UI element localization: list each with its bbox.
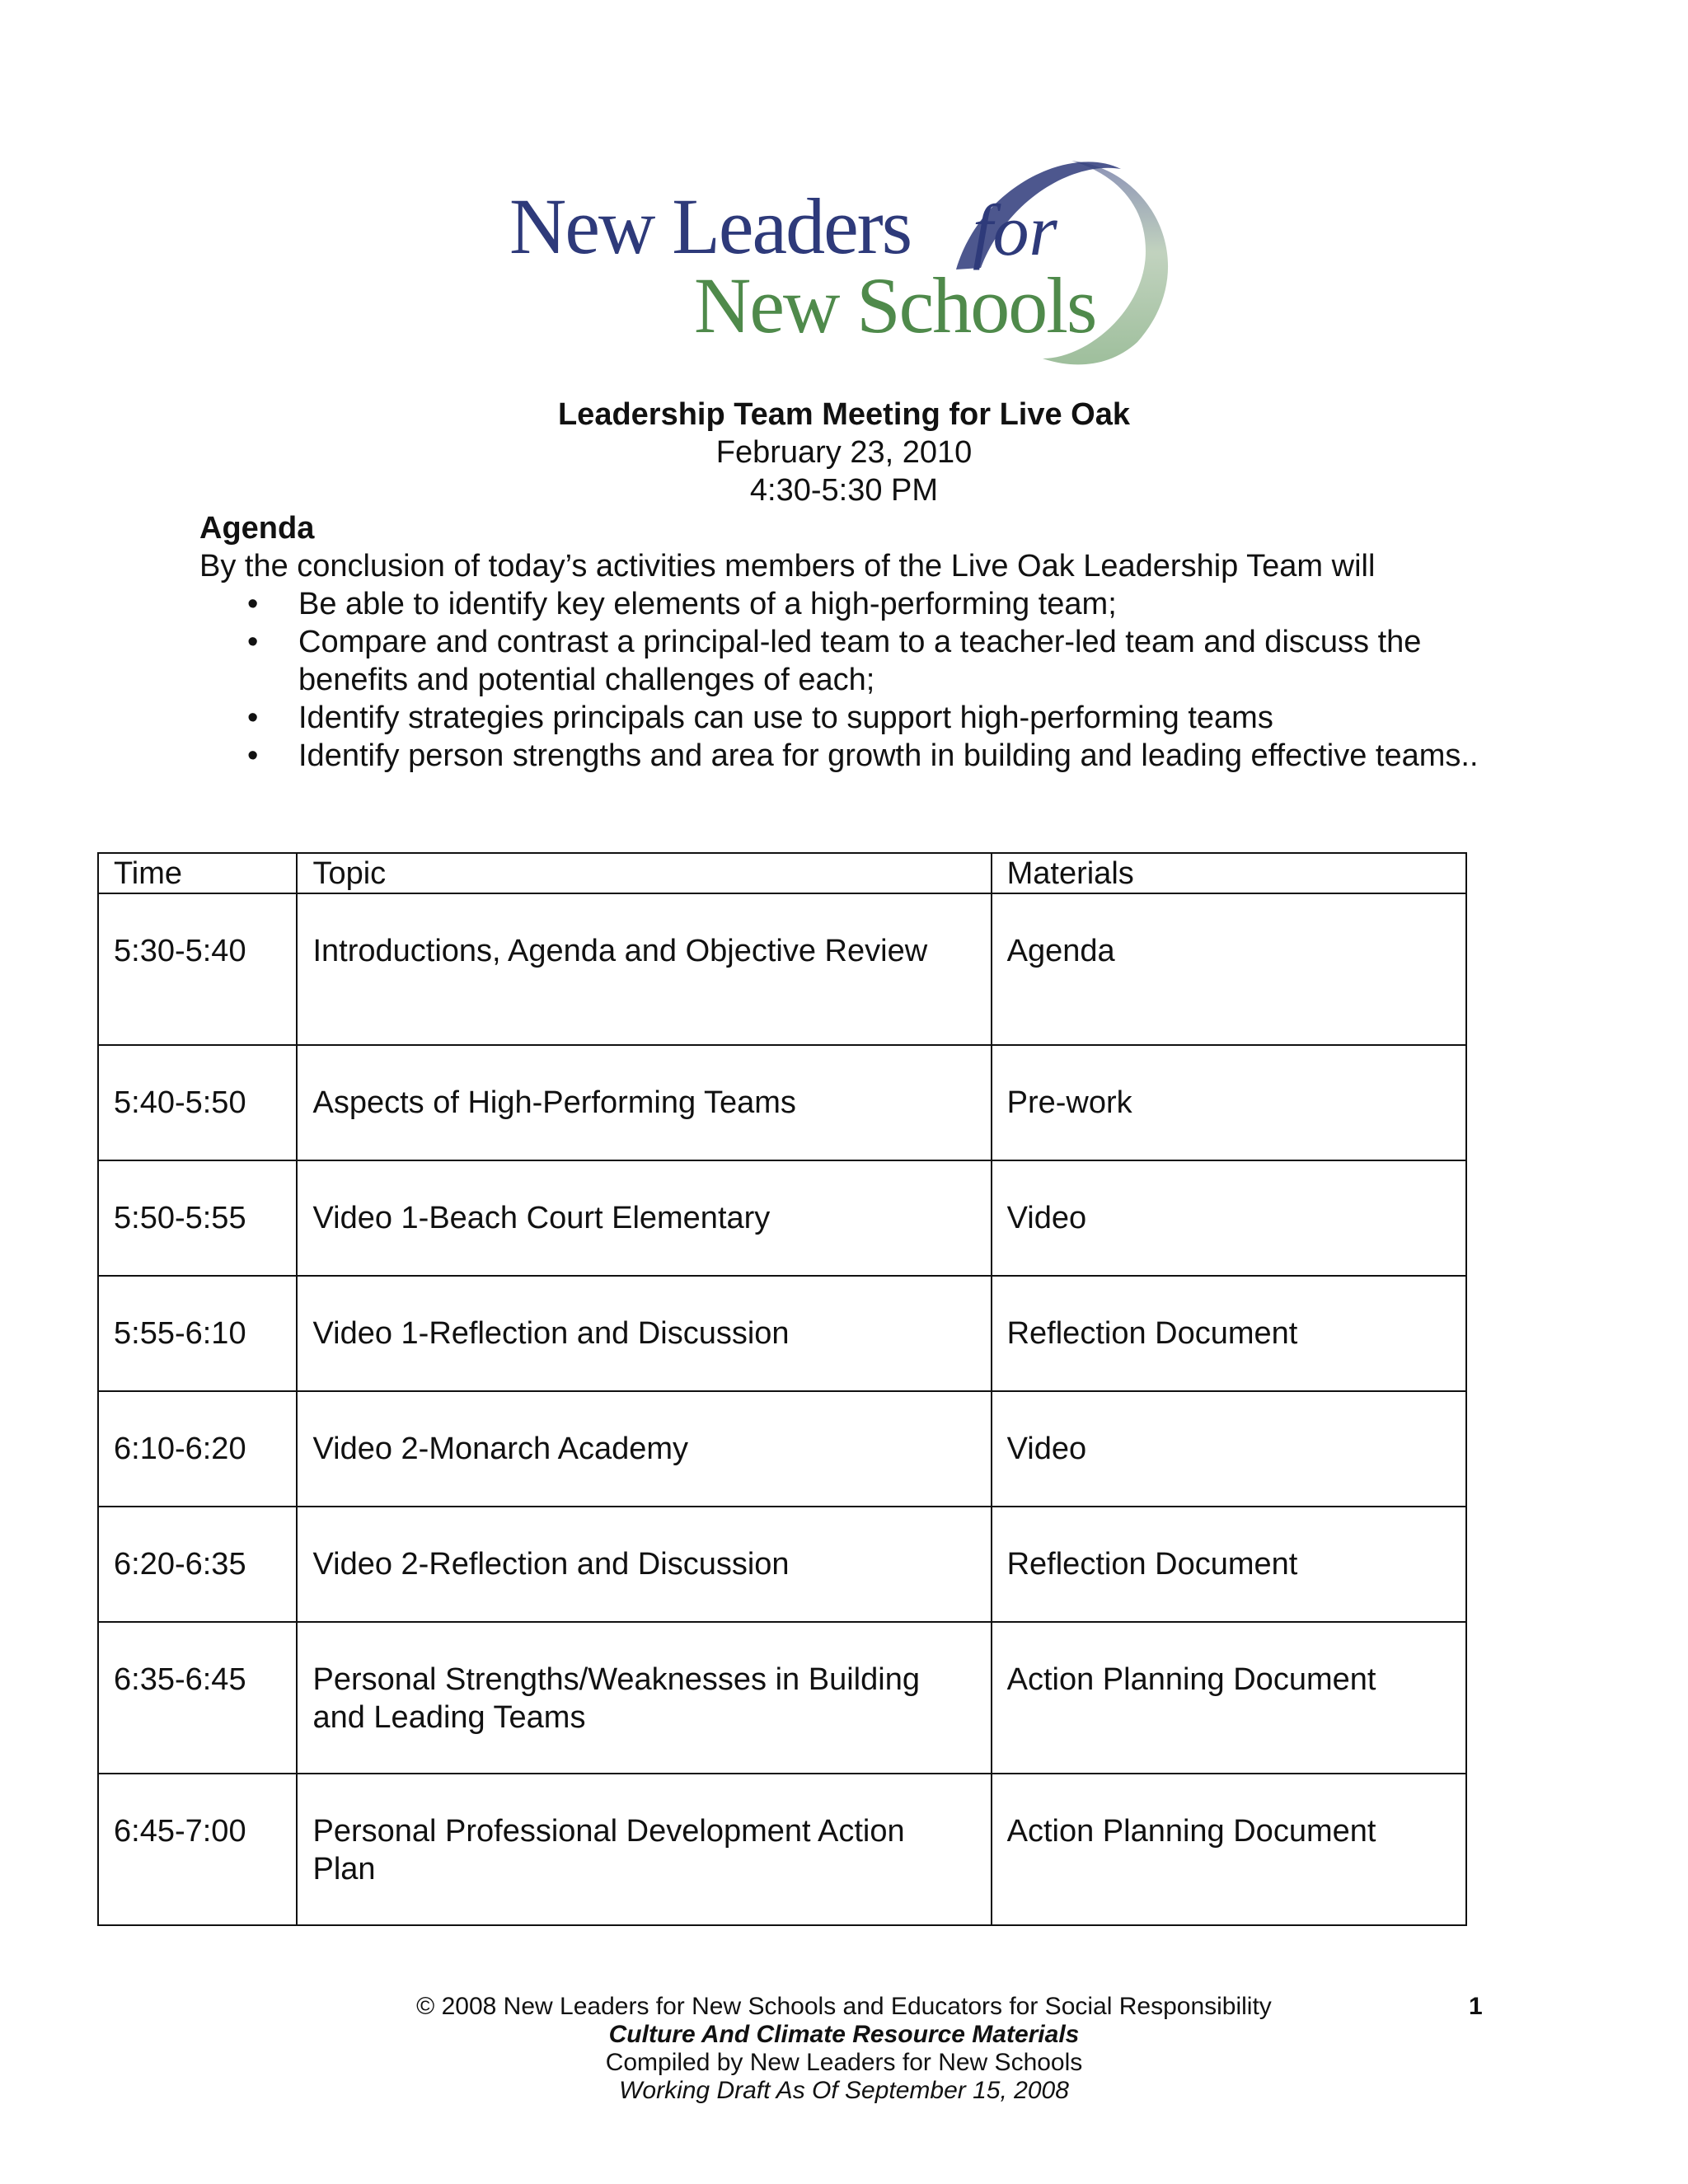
organization-logo [495, 152, 1187, 375]
objective-item [199, 585, 1518, 623]
cell-time: 6:10-6:20 [98, 1391, 297, 1507]
objective-text: Identify strategies principals can use to support high-performing teams [298, 701, 1273, 735]
table-row [98, 1774, 1466, 1925]
column-header-topic: Topic [297, 853, 991, 893]
cell-topic: Video 2-Monarch Academy [297, 1391, 991, 1507]
bullet-icon: • [247, 587, 259, 621]
table-row [98, 1045, 1466, 1160]
cell-topic: Video 1-Beach Court Elementary [297, 1160, 991, 1276]
objective-item [199, 699, 1518, 737]
footer-copyright: © 2008 New Leaders for New Schools and Educators for Social Responsibility [416, 1993, 1272, 2020]
cell-topic: Video 2-Reflection and Discussion [297, 1507, 991, 1622]
table-row [98, 1622, 1466, 1774]
cell-materials: Action Planning Document [992, 1622, 1466, 1774]
objectives-list [199, 585, 1518, 775]
page-number: 1 [1469, 1993, 1483, 2020]
table-row [98, 893, 1466, 1045]
cell-time: 6:35-6:45 [98, 1622, 297, 1774]
footer-collection-title: Culture And Climate Resource Materials [608, 2021, 1080, 2048]
objective-item [199, 623, 1518, 699]
cell-time: 6:20-6:35 [98, 1507, 297, 1622]
logo-text-new-schools: New Schools [694, 261, 1096, 349]
cell-topic: Introductions, Agenda and Objective Review [297, 893, 991, 1045]
table-row [98, 1507, 1466, 1622]
cell-materials: Action Planning Document [992, 1774, 1466, 1925]
column-header-materials: Materials [992, 853, 1466, 893]
cell-time: 6:45-7:00 [98, 1774, 297, 1925]
cell-materials: Reflection Document [992, 1507, 1466, 1622]
cell-time: 5:50-5:55 [98, 1160, 297, 1276]
cell-topic: Video 1-Reflection and Discussion [297, 1276, 991, 1391]
cell-topic: Personal Strengths/Weaknesses in Building and Leading Teams [297, 1622, 991, 1774]
meeting-title: Leadership Team Meeting for Live Oak [557, 397, 1131, 432]
footer-compiled-by: Compiled by New Leaders for New Schools [605, 2049, 1083, 2076]
cell-time: 5:55-6:10 [98, 1276, 297, 1391]
cell-topic: Personal Professional Development Action Plan [297, 1774, 991, 1925]
objective-item [199, 737, 1518, 775]
agenda-heading: Agenda [199, 511, 315, 546]
cell-time: 5:40-5:50 [98, 1045, 297, 1160]
cell-materials: Reflection Document [992, 1276, 1466, 1391]
objective-text: Compare and contrast a principal-led team to a teacher-led team and discuss the benefits and potential challenges of each; [298, 625, 1422, 697]
logo-text-new-leaders: New Leaders [509, 182, 912, 270]
table-row [98, 1391, 1466, 1507]
objective-text: Identify person strengths and area for growth in building and leading effective teams.. [298, 738, 1479, 773]
cell-time: 5:30-5:40 [98, 893, 297, 1045]
bullet-icon: • [247, 625, 259, 659]
cell-materials: Pre-work [992, 1045, 1466, 1160]
bullet-icon: • [247, 738, 259, 773]
cell-materials: Video [992, 1160, 1466, 1276]
table-row [98, 1276, 1466, 1391]
objective-text: Be able to identify key elements of a high-performing team; [298, 587, 1117, 621]
agenda-lead-text: By the conclusion of today’s activities members of the Live Oak Leadership Team will [199, 549, 1376, 583]
bullet-icon: • [247, 701, 259, 735]
cell-materials: Agenda [992, 893, 1466, 1045]
agenda-table [97, 852, 1467, 1926]
cell-materials: Video [992, 1391, 1466, 1507]
table-row [98, 1160, 1466, 1276]
agenda-intro [199, 509, 1518, 775]
table-header-row [98, 853, 1466, 893]
column-header-time: Time [98, 853, 297, 893]
cell-topic: Aspects of High-Performing Teams [297, 1045, 991, 1160]
meeting-time: 4:30-5:30 PM [749, 473, 939, 508]
meeting-date: February 23, 2010 [715, 435, 973, 470]
footer-draft-date: Working Draft As Of September 15, 2008 [619, 2077, 1069, 2104]
logo-text-for: for [973, 191, 1057, 271]
